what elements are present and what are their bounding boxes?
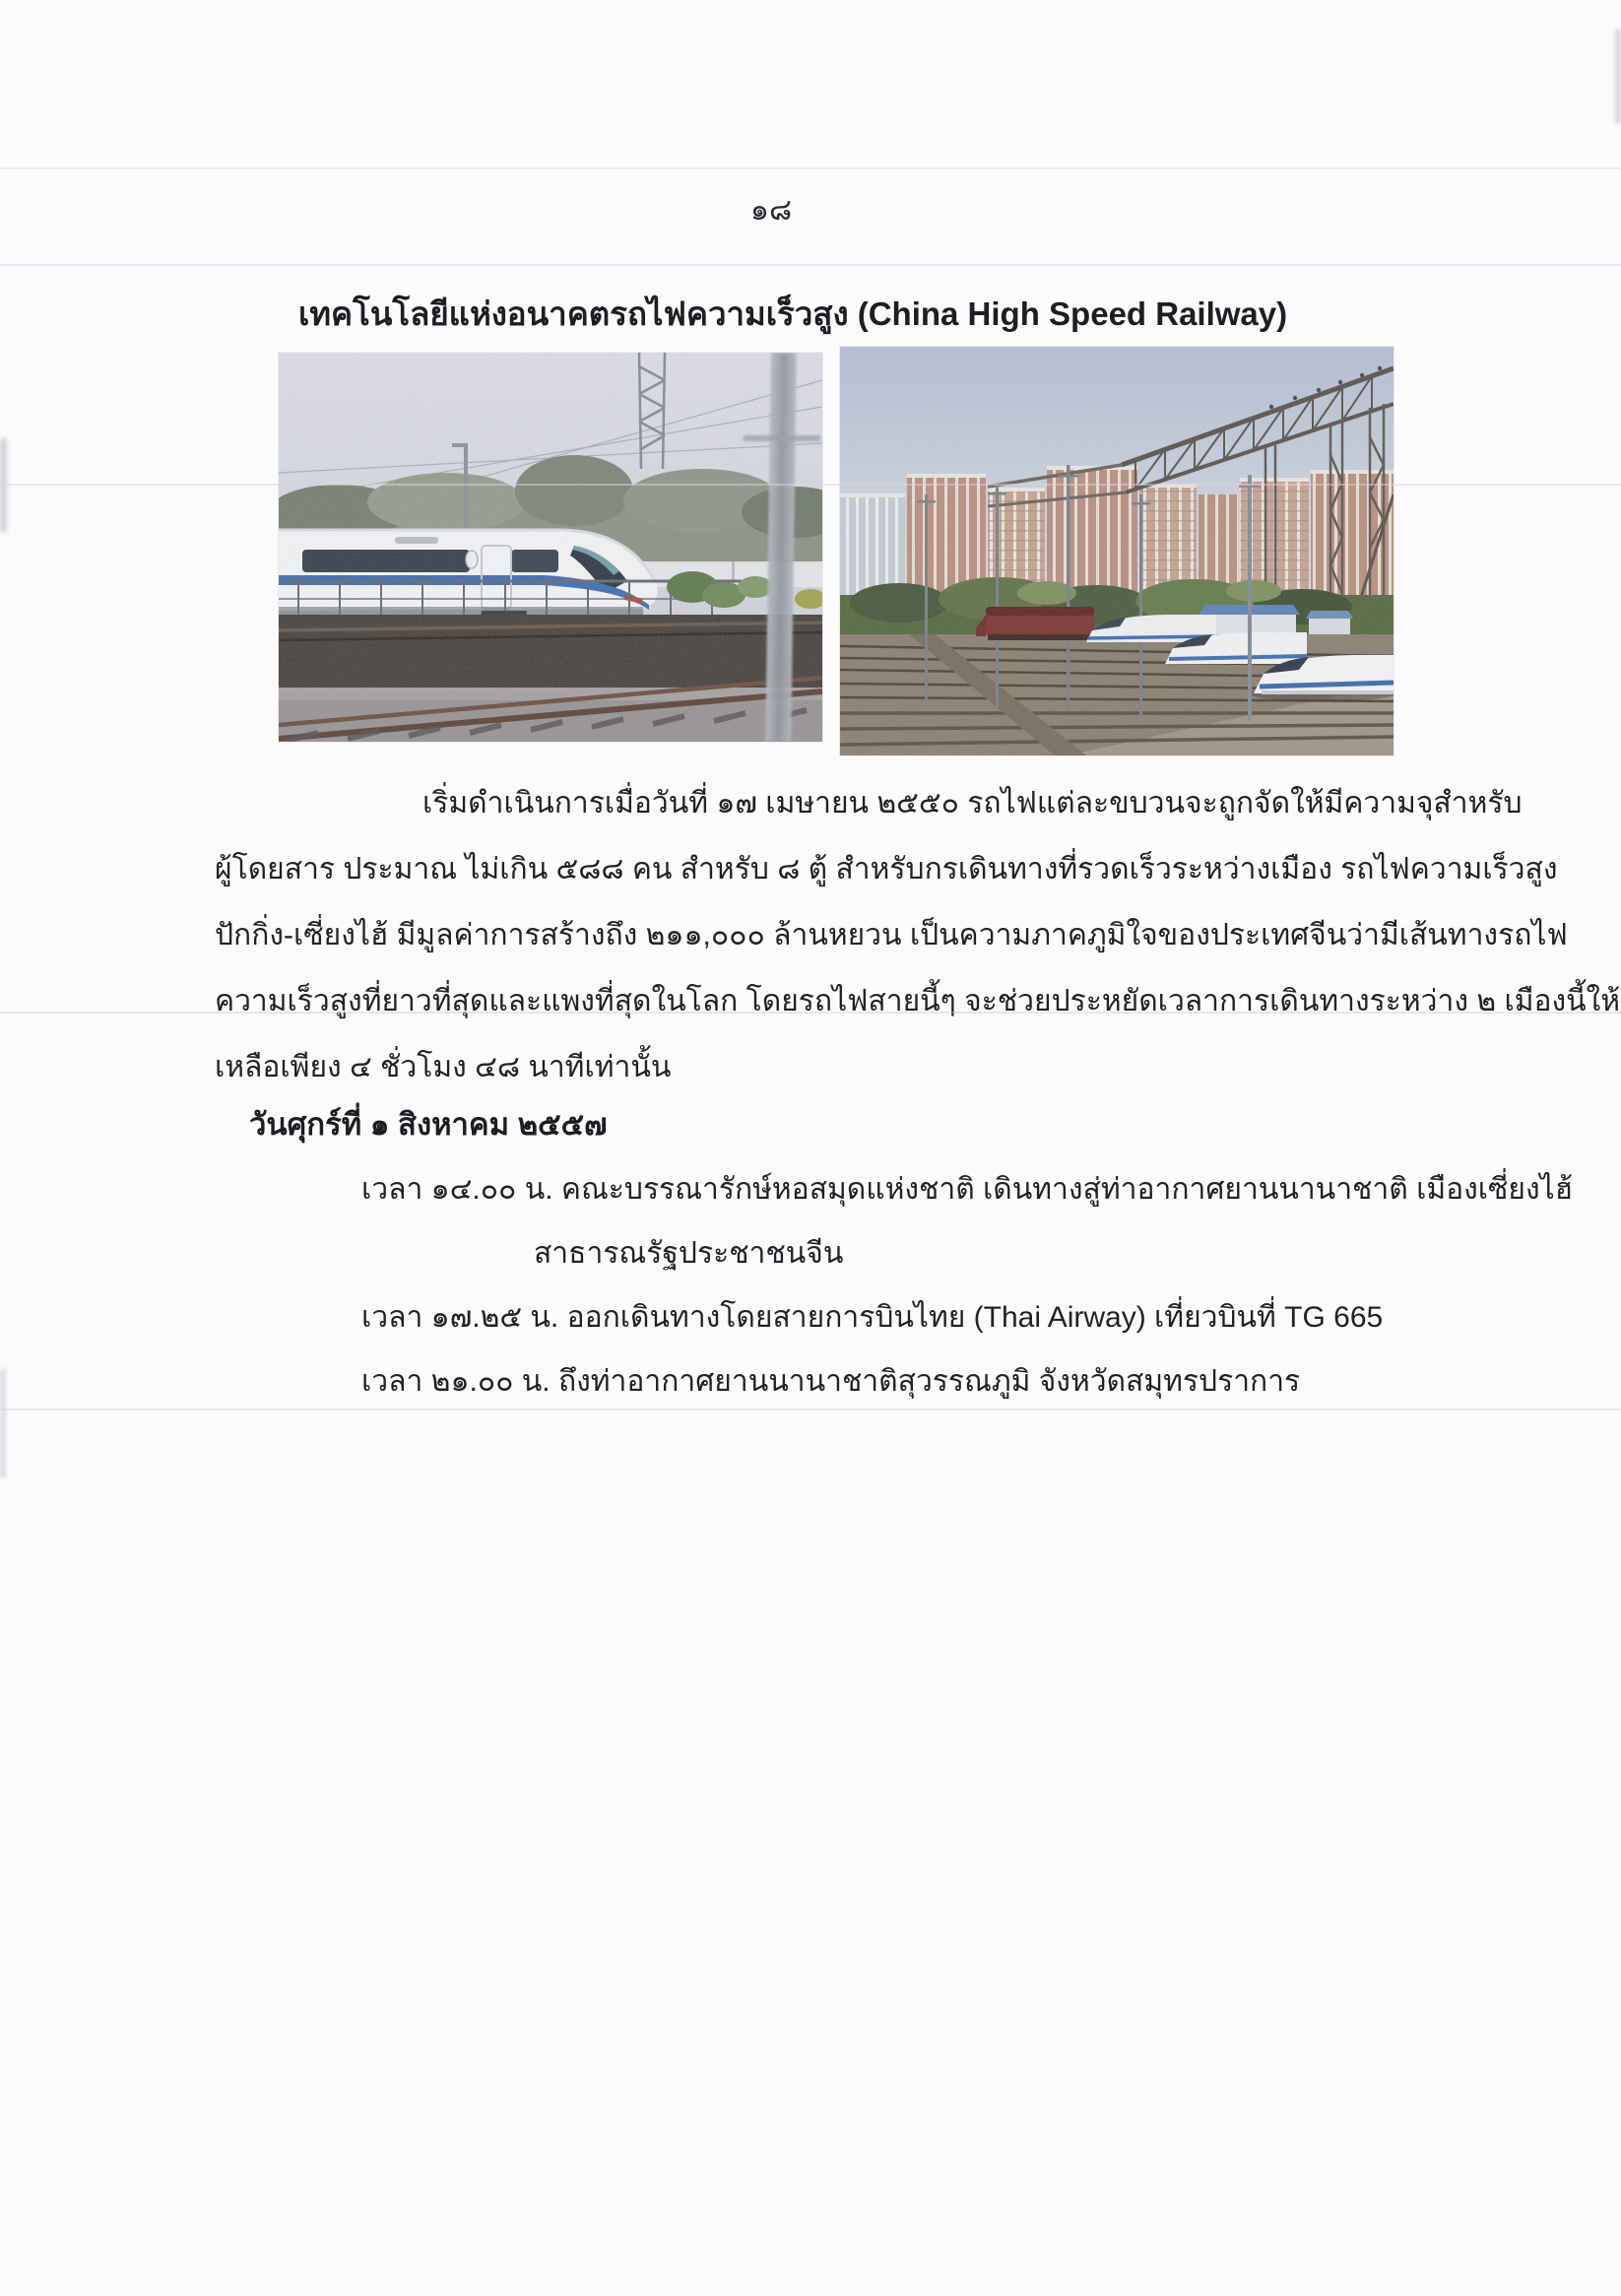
schedule-date-heading: วันศุกร์ที่ ๑ สิงหาคม ๒๕๕๗ — [249, 1107, 608, 1142]
scan-artifact-line — [0, 264, 1621, 266]
schedule-item-departure-airport-cont: สาธารณรัฐประชาชนจีน — [534, 1237, 844, 1270]
train-photo-illustration — [279, 353, 822, 742]
photo-grain — [279, 353, 822, 742]
scan-edge-smudge — [1615, 30, 1621, 123]
body-paragraph — [215, 770, 1621, 1100]
scan-edge-smudge — [0, 1369, 6, 1477]
scan-artifact-line — [0, 167, 1621, 169]
photo-high-speed-train — [279, 353, 822, 742]
document-heading: เทคโนโลยีแห่งอนาคตรถไฟความเร็วสูง (China High Speed Railway) — [298, 295, 1288, 332]
page-number: ๑๘ — [749, 194, 793, 227]
schedule-item-arrival: เวลา ๒๑.๐๐ น. ถึงท่าอากาศยานนานาชาติสุวรรณภูมิ จังหวัดสมุทรปราการ — [361, 1365, 1301, 1398]
photo-train-depot — [840, 347, 1394, 755]
depot-photo-illustration — [840, 347, 1394, 755]
paragraph-line: เหลือเพียง ๔ ชั่วโมง ๔๘ นาทีเท่านั้น — [215, 1051, 672, 1083]
paragraph-line: ผู้โดยสาร ประมาณ ไม่เกิน ๕๘๘ คน สำหรับ ๘ ตู้ สำหรับกรเดินทางที่รวดเร็วระหว่างเมือง รถไฟความเร็วสูง — [215, 853, 1558, 886]
schedule-item-departure-airport: เวลา ๑๔.๐๐ น. คณะบรรณารักษ์หอสมุดแห่งชาติ เดินทางสู่ท่าอากาศยานนานาชาติ เมืองเซี่ยงไฮ้ — [361, 1173, 1573, 1206]
photo-grain — [840, 347, 1394, 755]
paragraph-line: ความเร็วสูงที่ยาวที่สุดและแพงที่สุดในโลก โดยรถไฟสายนี้ๆ จะช่วยประหยัดเวลาการเดินทางระหว่าง ๒ เมืองนี้ให้ — [215, 985, 1621, 1017]
schedule-item-flight: เวลา ๑๗.๒๕ น. ออกเดินทางโดยสายการบินไทย (Thai Airway) เที่ยวบินที่ TG 665 — [361, 1301, 1384, 1334]
paragraph-line: ปักกิ่ง-เซี่ยงไฮ้ มีมูลค่าการสร้างถึง ๒๑๑,๐๐๐ ล้านหยวน เป็นความภาคภูมิใจของประเทศจีนว่ามีเส้นทางรถไฟ — [215, 919, 1568, 951]
scan-edge-smudge — [0, 438, 7, 532]
paragraph-line: เริ่มดำเนินการเมื่อวันที่ ๑๗ เมษายน ๒๕๕๐ รถไฟแต่ละขบวนจะถูกจัดให้มีความจุสำหรับ — [422, 787, 1523, 820]
